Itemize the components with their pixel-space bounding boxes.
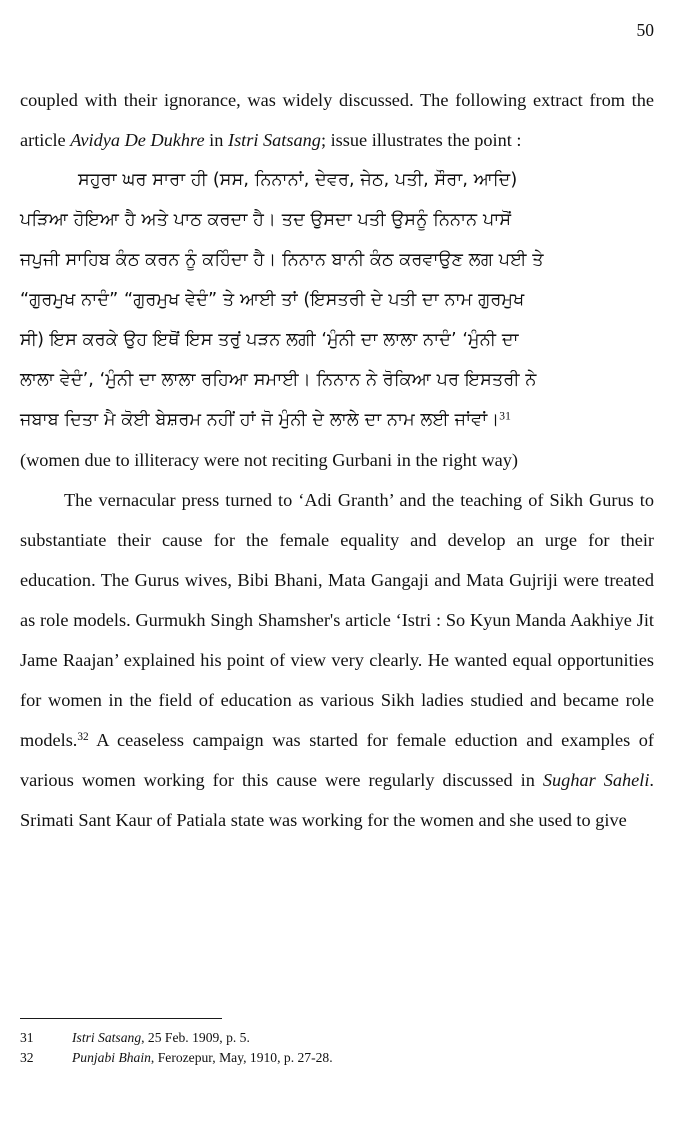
- footnote-ref-31: 31: [499, 410, 511, 423]
- translation-gloss-line: (women due to illiteracy were not reciting Gurbani in the right way): [20, 450, 519, 470]
- paragraph-opening: [20, 80, 654, 160]
- paragraph-vernacular-press-tail: . Srimati Sant Kaur of Patiala state was working for the women and she used to give: [20, 770, 654, 830]
- paragraph-opening-tail: ; issue illustrates the point :: [320, 130, 522, 150]
- footnote-ref-32: 32: [77, 731, 89, 744]
- footnotes-section: [20, 1018, 654, 1068]
- footnote-separator-rule: [20, 1018, 222, 1019]
- gurmukhi-line-final-text: ਜਬਾਬ ਦਿਤਾ ਮੈ ਕੋਈ ਬੇਸ਼ਰਮ ਨਹੀਂ ਹਾਂ ਜੋ ਮੁੰਨੀ ਦੇ ਲਾਲੇ ਦਾ ਨਾਮ ਲਈ ਜਾਂਵਾਂ।: [20, 410, 500, 430]
- journal-title-sughar-saheli: Sughar Saheli: [542, 770, 650, 790]
- footnote-number: 32: [20, 1050, 34, 1065]
- gurmukhi-line-final: [20, 400, 654, 440]
- gurmukhi-line: ਲਾਲਾ ਵੇਦੰ’, ‘ਮੁੰਨੀ ਦਾ ਲਾਲਾ ਰਹਿਆ ਸਮਾਈ। ਨਿਨਾਨ ਨੇ ਰੋਕਿਆ ਪਰ ਇਸਤਰੀ ਨੇ: [20, 370, 537, 390]
- gurmukhi-line: ਸੀ) ਇਸ ਕਰਕੇ ਉਹ ਇਥੋਂ ਇਸ ਤਰੁਂ ਪੜਨ ਲਗੀ ‘ਮੁੰਨੀ ਦਾ ਲਾਲਾ ਨਾਦੰ’ ‘ਮੁੰਨੀ ਦਾ: [20, 330, 519, 350]
- footnote-number: 31: [20, 1030, 34, 1045]
- page-number: 50: [636, 20, 654, 40]
- page-content: [20, 80, 654, 840]
- gurmukhi-line: ਸਹੁਰਾ ਘਰ ਸਾਰਾ ਹੀ (ਸਸ, ਨਿਨਾਨਾਂ, ਦੇਵਰ, ਜੇਠ, ਪਤੀ, ਸੌਰਾ, ਆਦਿ): [78, 170, 518, 190]
- paragraph-vernacular-press-mid: A ceaseless campaign was started for female eduction and examples of various women working for this cause were regularly discussed in: [20, 730, 654, 790]
- gurmukhi-line: ਜਪੁਜੀ ਸਾਹਿਬ ਕੰਠ ਕਰਨ ਨੂੰ ਕਹਿੰਦਾ ਹੈ। ਨਿਨਾਨ ਬਾਨੀ ਕੰਠ ਕਰਵਾਉਣ ਲਗ ਪਈ ਤੇ: [20, 250, 544, 270]
- footnote-entry: [20, 1028, 654, 1048]
- article-title-avidya-de-dukhre: Avidya De Dukhre: [70, 130, 205, 150]
- paragraph-opening-connector: in: [204, 130, 228, 150]
- footnote-entry: [20, 1048, 654, 1068]
- gurmukhi-line: ਪੜਿਆ ਹੋਇਆ ਹੈ ਅਤੇ ਪਾਠ ਕਰਦਾ ਹੈ। ਤਦ ਉਸਦਾ ਪਤੀ ਉਸਨੂੰ ਨਿਨਾਨ ਪਾਸੋਂ: [20, 210, 512, 230]
- journal-title-istri-satsang: Istri Satsang: [227, 130, 321, 150]
- footnote-text: [72, 1048, 654, 1068]
- paragraph-opening-lead: coupled with their ignorance, was widely discussed. The following extract from the article: [20, 90, 654, 150]
- footnote-source-title: Punjabi Bhain: [72, 1050, 151, 1065]
- footnote-source-title: Istri Satsang: [72, 1030, 142, 1045]
- gurmukhi-line: “ਗੁਰਮੁਖ ਨਾਦੰ” “ਗੁਰਮੁਖ ਵੇਦੰ” ਤੇ ਆਈ ਤਾਂ (ਇਸਤਰੀ ਦੇ ਪਤੀ ਦਾ ਨਾਮ ਗੁਰਮੁਖ: [20, 290, 525, 310]
- footnote-citation-detail: , Ferozepur, May, 1910, p. 27-28.: [150, 1050, 333, 1065]
- footnote-text: [72, 1028, 654, 1048]
- gurmukhi-block-quote: [20, 160, 654, 440]
- footnote-citation-detail: , 25 Feb. 1909, p. 5.: [141, 1030, 250, 1045]
- paragraph-vernacular-press-lead: The vernacular press turned to ‘Adi Granth’ and the teaching of Sikh Gurus to substantiate their cause for the female equality and develop an urge for their education. The Gurus wives, Bibi Bhani, Mata Gangaji and Mata Gujriji were treated as role models. Gurmukh Singh Shamsher's article ‘Istri : So Kyun Manda Aakhiye Jit Jame Raajan’ explained his point of view very clearly. He wanted equal opportunities for women in the field of education as various Sikh ladies studied and became role models.: [20, 490, 654, 750]
- paragraph-vernacular-press: [20, 480, 654, 840]
